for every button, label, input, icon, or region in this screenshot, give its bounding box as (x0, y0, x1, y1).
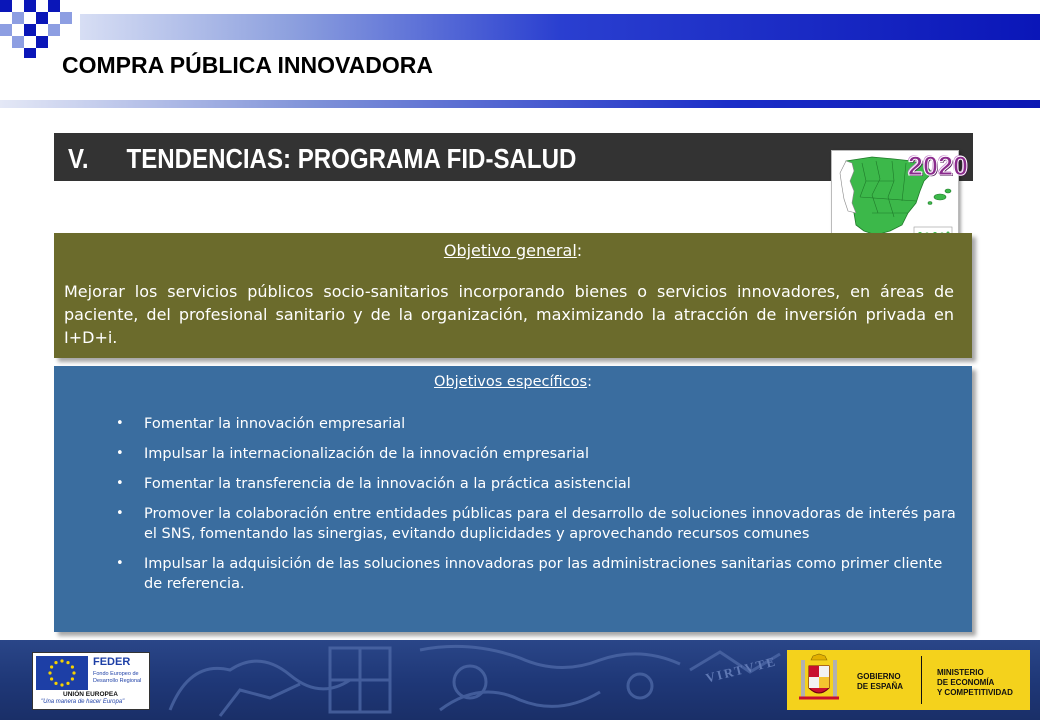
spain-coat-of-arms-icon (791, 652, 847, 708)
feder-subtitle-line1: Fondo Europeo de (93, 671, 139, 677)
specific-objectives-heading-colon: : (587, 374, 592, 390)
gobierno-label-line2: DE ESPAÑA (857, 682, 904, 691)
list-item: • Fomentar la transferencia de la innovación a la práctica asistencial (116, 474, 960, 494)
general-objective-heading (54, 241, 972, 260)
specific-objectives-heading-text: Objetivos específicos (434, 374, 588, 390)
feder-title: FEDER (93, 656, 131, 668)
eu-stars-icon (36, 656, 88, 690)
ministerio-label-line3: Y COMPETITIVIDAD (937, 688, 1013, 697)
header-divider (0, 100, 1040, 108)
feder-union-label: UNIÓN EUROPEA (63, 691, 118, 698)
footer-banner-text: VIRTVTE (704, 653, 779, 686)
list-item: • Impulsar la internacionalización de la innovación empresarial (116, 444, 960, 464)
general-objective-box (54, 233, 972, 358)
feder-eu-logo (32, 652, 150, 710)
ministerio-label-line1: MINISTERIO (937, 668, 984, 677)
general-objective-text: Mejorar los servicios públicos socio-sanitarios incorporando bienes o servicios innovadores, en áreas de paciente, del profesional sanitario y de la organización, maximizando la atracción de inversión privada en I+D+i. (64, 282, 954, 347)
specific-objectives-list (116, 414, 960, 604)
list-item: • Fomentar la innovación empresarial (116, 414, 960, 434)
section-title-text: TENDENCIAS: PROGRAMA FID-SALUD (126, 143, 577, 174)
ministerio-label-line2: DE ECONOMÍA (937, 678, 995, 687)
section-number: V. (68, 143, 89, 174)
gobierno-espana-logo (787, 650, 1030, 710)
general-objective-heading-colon: : (576, 241, 583, 260)
gov-logo-divider (921, 656, 922, 704)
list-item: • Promover la colaboración entre entidades públicas para el desarrollo de soluciones innovadoras de interés para el SNS, fomentando las sinergias, evitando duplicidades y aprovechando recursos comunes (116, 504, 960, 544)
logo-year: 2020 (907, 151, 968, 181)
feder-subtitle-line2: Desarrollo Regional (93, 678, 142, 684)
section-title (68, 143, 576, 175)
header-checker-decoration (0, 0, 80, 60)
feder-motto: "Una manera de hacer Europa" (41, 699, 125, 705)
page-title: COMPRA PÚBLICA INNOVADORA (62, 52, 433, 78)
general-objective-heading-text: Objetivo general (443, 241, 577, 260)
specific-objectives-heading (54, 374, 972, 390)
list-item: • Impulsar la adquisición de las soluciones innovadoras por las administraciones sanitarias como primer cliente de referencia. (116, 554, 960, 594)
gobierno-label-line1: GOBIERNO (857, 672, 901, 681)
specific-objectives-box (54, 366, 972, 632)
header-gradient-bar (80, 14, 1040, 40)
eu-flag-icon (36, 656, 88, 690)
